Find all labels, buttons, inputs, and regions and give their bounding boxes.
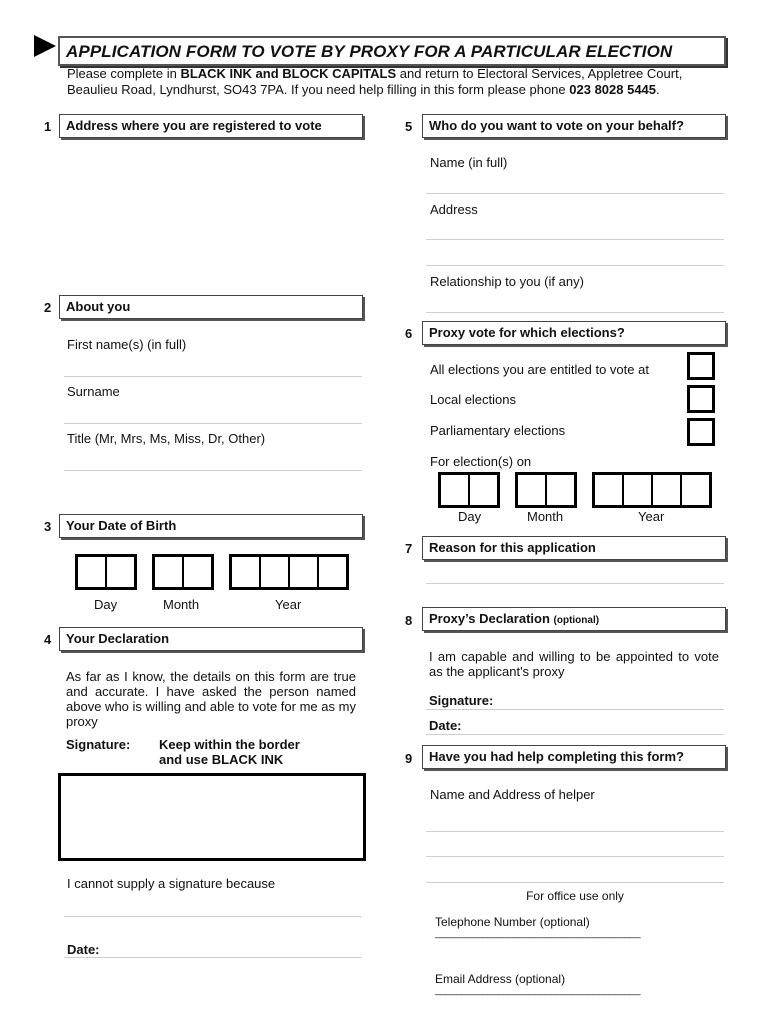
form-title: APPLICATION FORM TO VOTE BY PROXY FOR A PARTICULAR ELECTION [66, 42, 673, 61]
signature-box[interactable] [58, 773, 366, 861]
helper-line-3[interactable] [426, 882, 724, 883]
dob-year-boxes[interactable] [229, 554, 349, 590]
declaration-text: As far as I know, the details on this form are true and accurate. I have asked the person named above who is willing and able to vote for me as my proxy [66, 669, 356, 729]
dob-year-label: Year [275, 597, 302, 612]
first-names-label: First name(s) (in full) [67, 337, 187, 352]
signature-label: Signature: [66, 737, 131, 752]
relationship-label: Relationship to you (if any) [430, 274, 584, 289]
email-label: Email Address (optional) [435, 972, 566, 986]
option-local-label: Local elections [430, 392, 516, 407]
section-5-header [422, 114, 726, 138]
proxy-address-label: Address [430, 202, 478, 217]
section-6-header [422, 321, 726, 345]
dob-day-boxes[interactable] [75, 554, 137, 590]
intro-part: Please complete in [67, 66, 181, 81]
election-year-label: Year [638, 509, 665, 524]
intro-part: and return to Electoral Services, Appletree Court, Beaulieu Road, Lyndhurst, SO43 7PA. If you need help filling in this form please phone [67, 66, 683, 97]
section-9-header [422, 745, 726, 769]
section-8-title [429, 611, 599, 626]
section-5-title: Who do you want to vote on your behalf? [429, 118, 684, 133]
section-8-number: 8 [405, 613, 413, 628]
section-2-title: About you [66, 299, 131, 314]
proxy-declaration-text: I am capable and willing to be appointed to vote as the applicant's proxy [429, 649, 719, 679]
signature-note-1: Keep within the border [159, 737, 300, 752]
section-8-title-optional: (optional) [553, 615, 600, 626]
title-label: Title (Mr, Mrs, Ms, Miss, Dr, Other) [67, 431, 266, 446]
election-month-boxes[interactable] [515, 472, 577, 508]
proxy-signature-label: Signature: [429, 693, 494, 708]
email-line[interactable]: _______________________________________ [435, 985, 641, 996]
election-day-boxes[interactable] [438, 472, 500, 508]
date-line[interactable] [64, 957, 362, 958]
proxy-address-line-2[interactable] [426, 265, 724, 266]
relationship-line[interactable] [426, 312, 724, 313]
section-7-header [422, 536, 726, 560]
section-3-header [59, 514, 363, 538]
intro-phone: 023 8028 5445 [569, 82, 657, 97]
section-6-title: Proxy vote for which elections? [429, 325, 625, 340]
election-day-label: Day [458, 509, 482, 524]
proxy-name-line[interactable] [426, 193, 724, 194]
section-9-title: Have you had help completing this form? [429, 749, 684, 764]
section-1-title: Address where you are registered to vote [66, 118, 322, 133]
intro-text [67, 66, 717, 98]
election-month-label: Month [527, 509, 564, 524]
for-elections-label: For election(s) on [430, 454, 532, 469]
helper-line-1[interactable] [426, 831, 724, 832]
dob-month-boxes[interactable] [152, 554, 214, 590]
section-7-title: Reason for this application [429, 540, 596, 555]
section-1-number: 1 [44, 119, 52, 134]
section-8-header [422, 607, 726, 631]
section-3-title: Your Date of Birth [66, 518, 177, 533]
dob-month-label: Month [163, 597, 200, 612]
option-parl-checkbox[interactable] [687, 418, 715, 446]
proxy-signature-line[interactable] [426, 709, 724, 710]
section-5-number: 5 [405, 119, 413, 134]
helper-line-2[interactable] [426, 856, 724, 857]
signature-note-2: and use BLACK INK [159, 752, 284, 767]
section-9-number: 9 [405, 751, 413, 766]
section-7-number: 7 [405, 541, 413, 556]
section-4-number: 4 [44, 632, 52, 647]
intro-bold: BLACK INK and BLOCK CAPITALS [180, 66, 397, 81]
section-2-number: 2 [44, 300, 52, 315]
first-names-line[interactable] [64, 376, 362, 377]
option-parl-label: Parliamentary elections [430, 423, 566, 438]
surname-label: Surname [67, 384, 120, 399]
cannot-sign-line[interactable] [64, 916, 362, 917]
intro-part: . [656, 82, 660, 97]
section-1-header [59, 114, 363, 138]
date-label: Date: [67, 942, 100, 957]
telephone-label: Telephone Number (optional) [435, 915, 590, 929]
section-8-title-main: Proxy’s Declaration [429, 611, 550, 626]
title-line[interactable] [64, 470, 362, 471]
reason-line[interactable] [426, 583, 724, 584]
title-arrow-icon [34, 35, 56, 57]
cannot-sign-label: I cannot supply a signature because [67, 876, 276, 891]
proxy-date-label: Date: [429, 718, 462, 733]
section-6-number: 6 [405, 326, 413, 341]
surname-line[interactable] [64, 423, 362, 424]
section-4-title: Your Declaration [66, 631, 170, 646]
section-3-number: 3 [44, 519, 52, 534]
office-use-label: For office use only [526, 889, 624, 903]
dob-day-label: Day [94, 597, 118, 612]
section-2-header [59, 295, 363, 319]
proxy-date-line[interactable] [426, 734, 724, 735]
section-4-header [59, 627, 363, 651]
option-local-checkbox[interactable] [687, 385, 715, 413]
proxy-address-line-1[interactable] [426, 239, 724, 240]
helper-label: Name and Address of helper [430, 787, 595, 802]
proxy-name-label: Name (in full) [430, 155, 508, 170]
option-all-checkbox[interactable] [687, 352, 715, 380]
option-all-label: All elections you are entitled to vote at [430, 362, 649, 377]
telephone-line[interactable]: _______________________________________ [435, 928, 641, 939]
election-year-boxes[interactable] [592, 472, 712, 508]
